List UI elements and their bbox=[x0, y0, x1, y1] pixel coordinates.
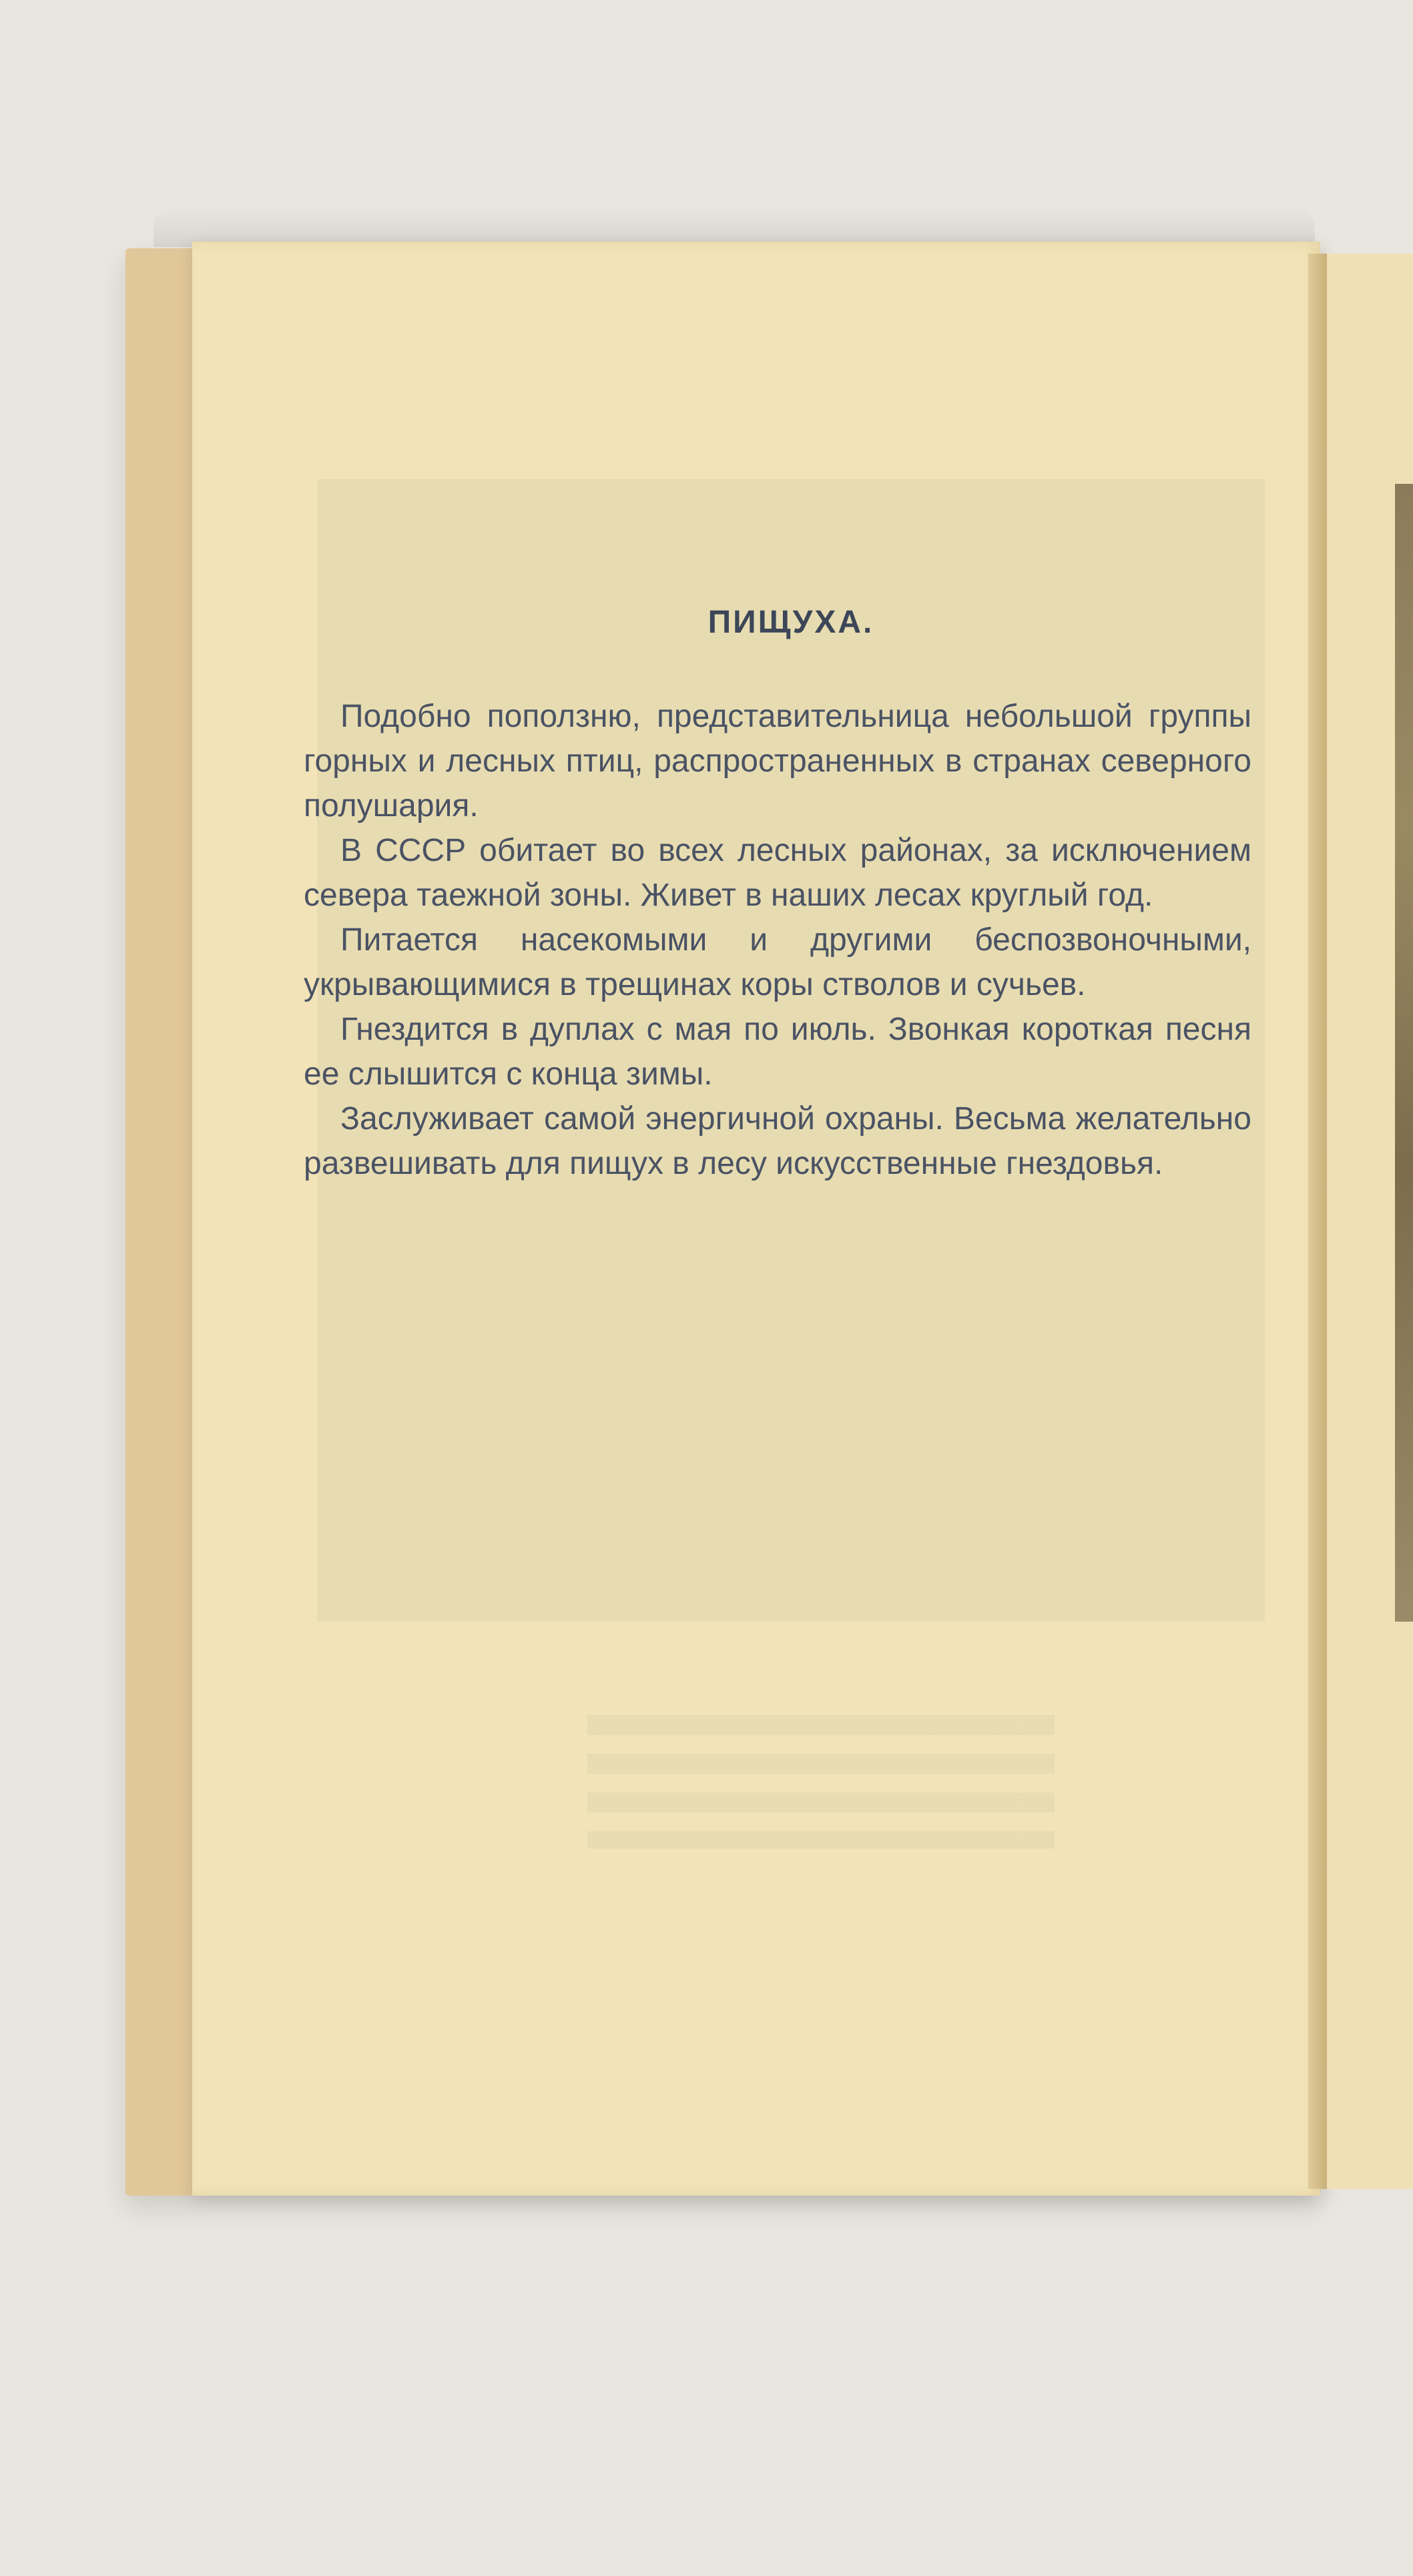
paragraph: Заслуживает самой энергичной охраны. Весьма желательно развешивать для пищух в лесу искусственные гнездовья. bbox=[304, 1101, 1251, 1181]
article-body bbox=[304, 694, 1251, 1186]
page-shadow bbox=[154, 207, 1315, 247]
paragraph: Питается насекомыми и другими беспозвоночными, укрывающимися в трещинах коры стволов и сучьев. bbox=[304, 922, 1251, 1002]
paragraph: В СССР обитает во всех лесных районах, за исключением севера таежной зоны. Живет в наших лесах круглый год. bbox=[304, 833, 1251, 913]
show-through-text bbox=[587, 1715, 1055, 1849]
page-edge bbox=[167, 248, 175, 2196]
page-edge bbox=[155, 248, 163, 2196]
paragraph: Гнездится в дуплах с мая по июль. Звонкая короткая песня ее слышится с конца зимы. bbox=[304, 1012, 1251, 1092]
page-edge bbox=[179, 248, 187, 2196]
book-gutter bbox=[1308, 254, 1327, 2189]
page-edge bbox=[144, 248, 152, 2196]
article-title: ПИЩУХА. bbox=[708, 605, 874, 640]
page-edge bbox=[133, 248, 142, 2196]
paragraph: Подобно поползню, представительница небольшой группы горных и лесных птиц, распространенных в странах северного полушария. bbox=[304, 699, 1251, 824]
color-plate-edge bbox=[1395, 484, 1413, 1622]
